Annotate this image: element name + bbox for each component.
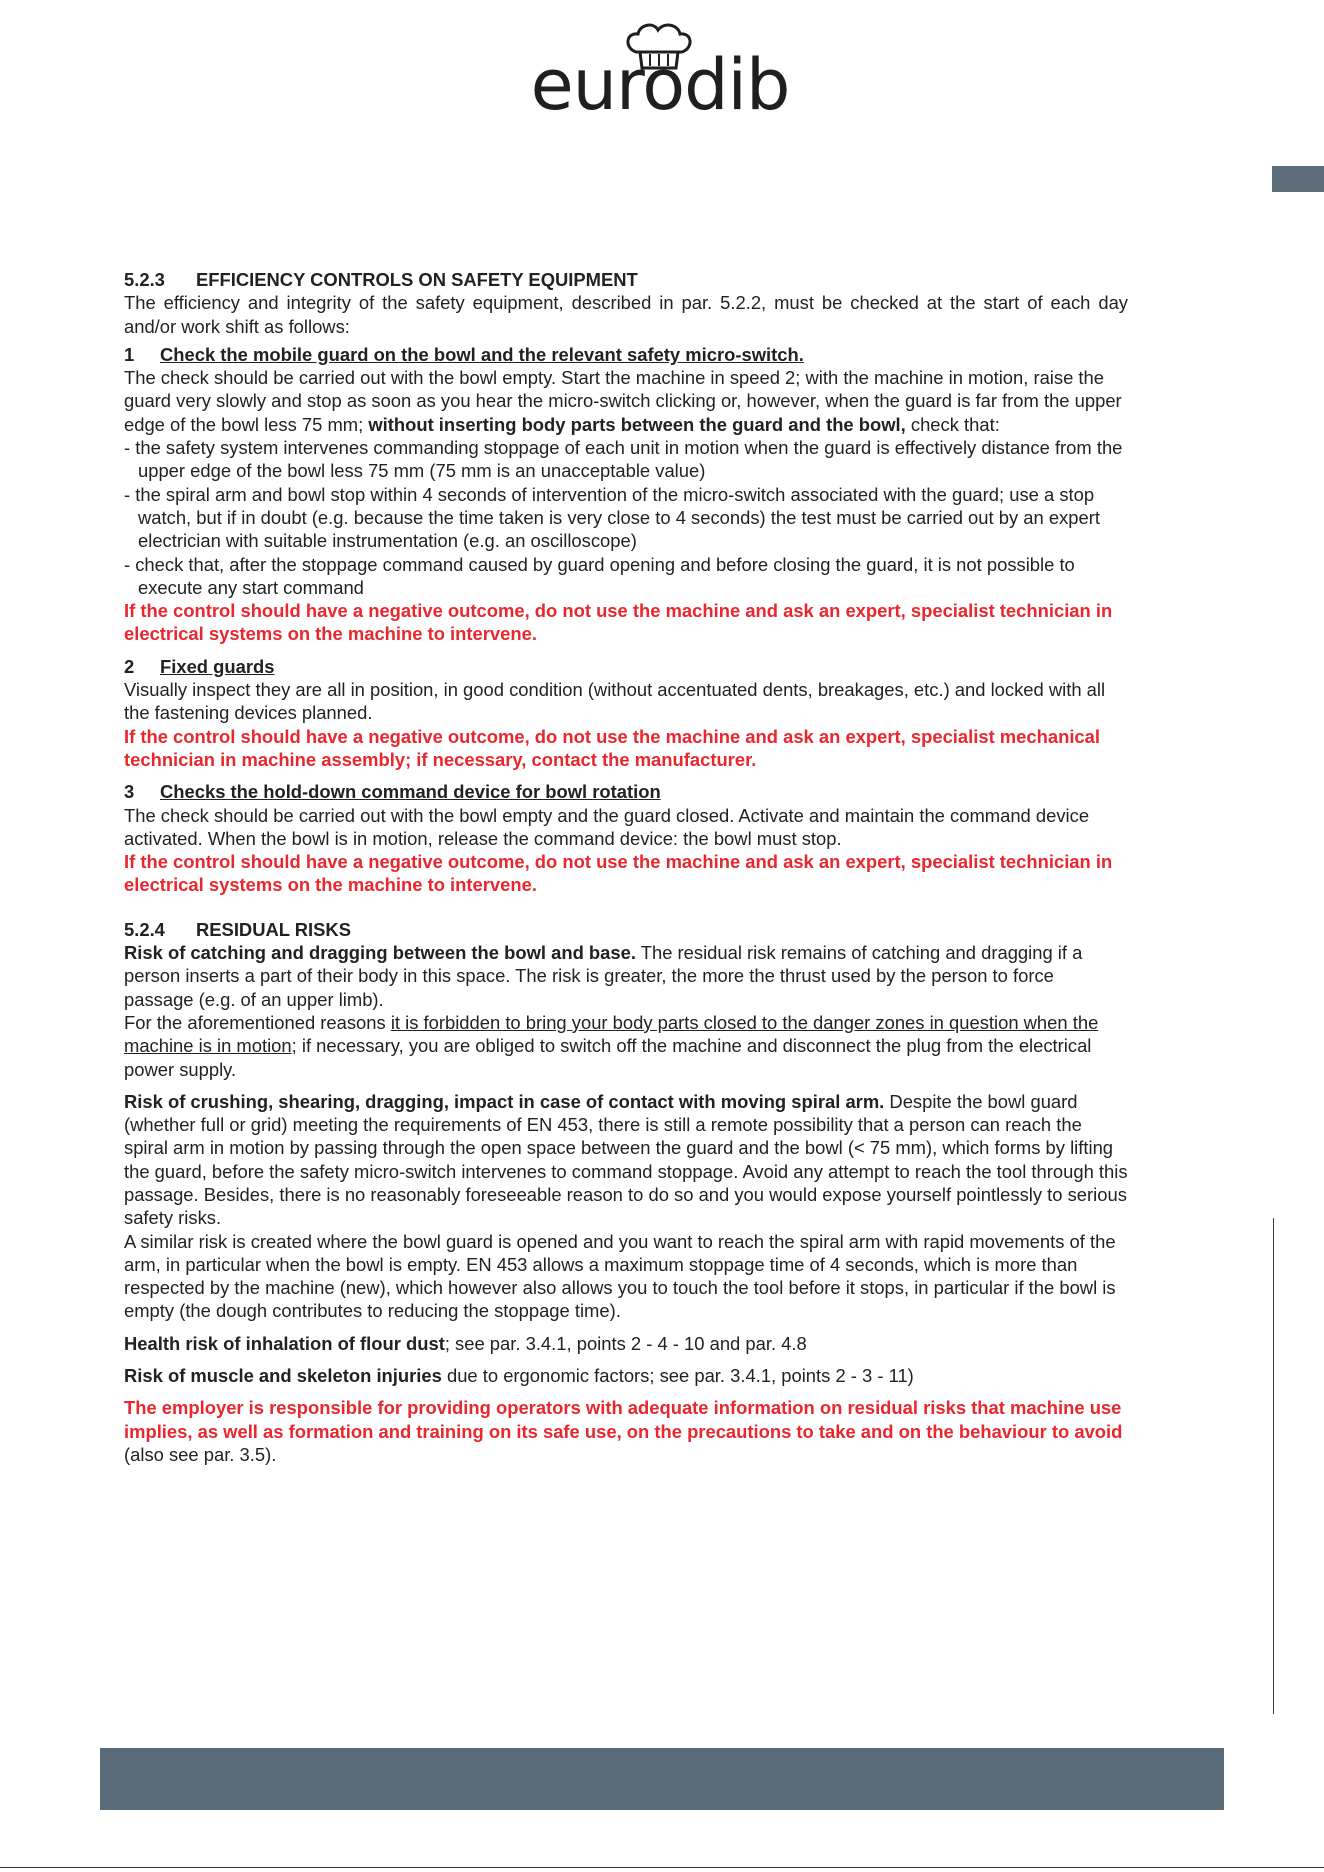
check-bullet-2: - the spiral arm and bowl stop within 4 seconds of intervention of the micro-switch associated with the guard; use a stop watch, but if in doubt (e.g. because the time taken is very close to 4 seconds) the test must be carried out by an expert electrician with suitable instrumentation (e.g. an oscilloscope)	[124, 483, 1100, 552]
warning-text: If the control should have a negative outcome, do not use the machine and ask an expert, specialist technician in electrical systems on the machine to intervene.	[124, 851, 1113, 896]
page-content	[124, 268, 1128, 1466]
check-bullet-1: - the safety system intervenes commanding stoppage of each unit in motion when the guard is effectively distance from the upper edge of the bowl less 75 mm (75 mm is an unacceptable value)	[124, 437, 1123, 482]
residual-risk-prohibition: For the aforementioned reasons it is forbidden to bring your body parts closed to the danger zones in question when the machine is in motion; if necessary, you are obliged to switch off the machine and disconnect the plug from the electrical power supply.	[124, 1011, 1099, 1080]
check-item-title: Check the mobile guard on the bowl and the relevant safety micro-switch.	[160, 343, 804, 365]
section-title: RESIDUAL RISKS	[196, 918, 351, 940]
residual-risk-ergonomic: Risk of muscle and skeleton injuries due to ergonomic factors; see par. 3.4.1, points 2 - 3 - 11)	[124, 1365, 914, 1387]
bottom-rule	[0, 1867, 1324, 1868]
check-item-2-heading	[124, 655, 1128, 678]
check-item-3-text: The check should be carried out with the bowl empty and the guard closed. Activate and maintain the command device activated. When the bowl is in motion, release the command device: the bowl must stop.	[124, 804, 1090, 849]
warning-text: If the control should have a negative outcome, do not use the machine and ask an expert, specialist mechanical technician in machine assembly; if necessary, contact the manufacturer.	[124, 725, 1100, 770]
residual-risk-similar: A similar risk is created where the bowl guard is opened and you want to reach the spiral arm with rapid movements of the arm, in particular when the bowl is empty. EN 453 allows a maximum stoppage time of 4 seconds, which is more than respected by the machine (new), which however also allows you to touch the tool before it stops, in particular if the bowl is empty (the dough contributes to reducing the stoppage time).	[124, 1230, 1116, 1322]
check-item-number: 3	[124, 781, 135, 803]
check-item-2-text: Visually inspect they are all in position, in good condition (without accentuated dents, breakages, etc.) and locked with all the fastening devices planned.	[124, 679, 1106, 724]
residual-risk-flour-dust: Health risk of inhalation of flour dust; see par. 3.4.1, points 2 - 4 - 10 and par. 4.8	[124, 1332, 807, 1354]
section-number: 5.2.3	[124, 269, 165, 290]
section-heading-5-2-4	[124, 918, 1128, 941]
section-intro: The efficiency and integrity of the safety equipment, described in par. 5.2.2, must be checked at the start of each day and/or work shift as follows:	[124, 292, 1128, 337]
section-title: EFFICIENCY CONTROLS ON SAFETY EQUIPMENT	[196, 269, 638, 290]
check-item-title: Checks the hold-down command device for bowl rotation	[160, 781, 661, 803]
warning-text: If the control should have a negative outcome, do not use the machine and ask an expert, specialist technician in electrical systems on the machine to intervene.	[124, 600, 1113, 645]
side-rule	[1273, 1218, 1274, 1714]
section-number: 5.2.4	[124, 918, 165, 940]
check-item-3-heading	[124, 780, 1128, 803]
eurodib-logo	[510, 20, 810, 126]
logo-wordmark: eurodib	[530, 44, 790, 126]
residual-risk-catching: Risk of catching and dragging between the bowl and base. The residual risk remains of catching and dragging if a person inserts a part of their body in this space. The risk is greater, the more the thrust used by the person to force passage (e.g. of an upper limb).	[124, 942, 1083, 1010]
check-item-number: 2	[124, 655, 135, 677]
footer-band	[100, 1748, 1224, 1810]
check-bullet-3: - check that, after the stoppage command caused by guard opening and before closing the guard, it is not possible to execute any start command	[124, 553, 1075, 598]
section-heading-5-2-3	[124, 268, 1128, 291]
residual-risk-crushing: Risk of crushing, shearing, dragging, impact in case of contact with moving spiral arm. Despite the bowl guard (whether full or grid) meeting the requirements of EN 453, there is still a remote possibility that a person can reach the spiral arm in motion by passing through the open space between the guard and the bowl (< 75 mm), which forms by lifting the guard, before the safety micro-switch intervenes to command stoppage. Avoid any attempt to reach the tool through this passage. Besides, there is no reasonably foreseeable reason to do so and you would expose yourself pointlessly to serious safety risks.	[124, 1090, 1128, 1229]
check-item-number: 1	[124, 343, 135, 365]
check-item-1-text: The check should be carried out with the bowl empty. Start the machine in speed 2; with the machine in motion, raise the guard very slowly and stop as soon as you hear the micro-switch clicking or, however, when the guard is far from the upper edge of the bowl less 75 mm; without inserting body parts between the guard and the bowl, check that:	[124, 367, 1122, 435]
side-tab-marker	[1272, 166, 1324, 192]
check-item-1-heading	[124, 343, 1128, 366]
check-item-title: Fixed guards	[160, 655, 275, 677]
employer-responsibility: The employer is responsible for providing operators with adequate information on residual risks that machine use implies, as well as formation and training on its safe use, on the precautions to take and on the behaviour to avoid (also see par. 3.5).	[124, 1397, 1123, 1465]
